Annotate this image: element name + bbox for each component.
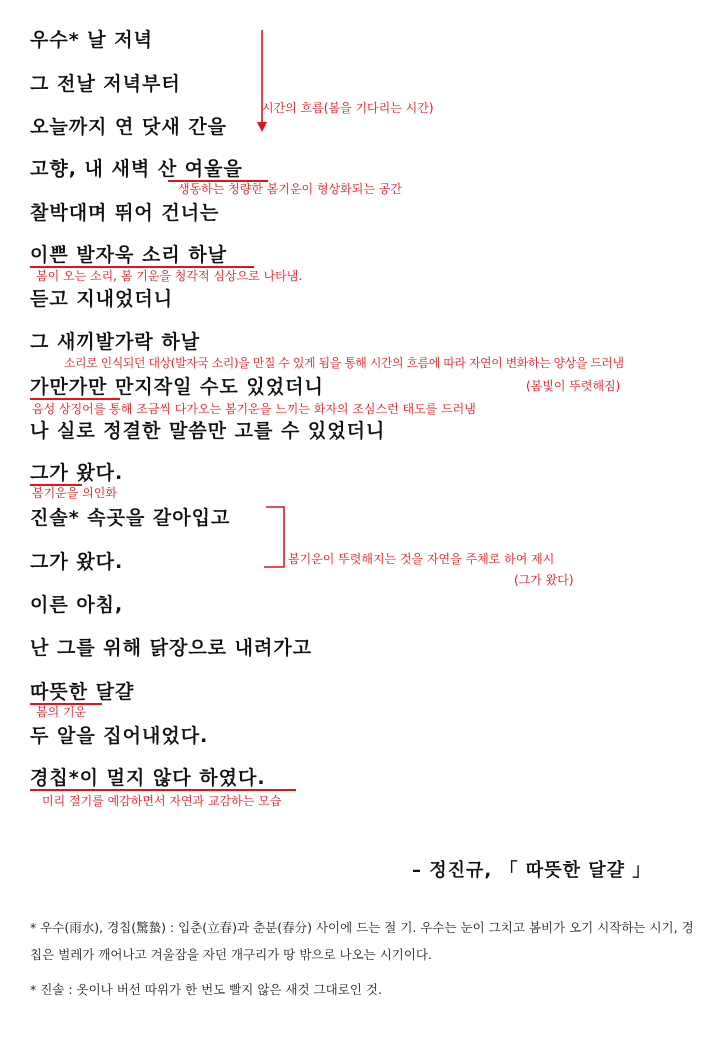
poem-line-14: 이른 아침, — [30, 594, 124, 616]
poem-line-1: 우수* 날 저녁 — [30, 29, 153, 51]
note-season: 미리 절기를 예감하면서 자연과 교감하는 모습 — [42, 794, 282, 808]
poem-line-4: 고향, 내 새벽 산 여울을 — [30, 158, 243, 180]
poem-line-8: 그 새끼발가락 하날 — [30, 331, 201, 353]
note-warmth: 봄의 기운 — [36, 705, 87, 719]
poem-source: – 정진규, 「 따뜻한 달걀 」 — [412, 860, 652, 881]
note-time-flow: 시간의 흐름(봄을 기다리는 시간) — [262, 101, 434, 115]
footnote-jinsol: * 진솔 : 옷이나 버선 따위가 한 번도 빨지 않은 새것 그대로인 것. — [30, 982, 382, 997]
poem-line-7: 듣고 지내었더니 — [30, 288, 174, 310]
note-bracket: 봄기운이 뚜렷해지는 것을 자연을 주체로 하여 제시 — [288, 552, 555, 566]
poem-line-12: 진솔* 속곳을 갈아입고 — [30, 507, 231, 529]
note-bracket-sub: (그가 왔다) — [514, 573, 574, 587]
poem-line-15: 난 그를 위해 닭장으로 내려가고 — [30, 637, 313, 659]
poem-line-2: 그 전날 저녁부터 — [30, 73, 181, 95]
poem-line-16: 따뜻한 달걀 — [30, 681, 135, 703]
poem-line-18: 경칩*이 멀지 않다 하였다. — [30, 767, 266, 789]
note-space: 생동하는 청량한 봄기운이 형상화되는 공간 — [178, 182, 402, 196]
note-senses: 소리로 인식되던 대상(발자국 소리)을 만질 수 있게 됨을 통해 시간의 흐름에 따라 자연이 변화하는 양상을 드러냄 — [64, 356, 624, 370]
bracket-icon — [264, 507, 284, 567]
poem-line-13: 그가 왔다. — [30, 551, 124, 573]
poem-line-6: 이쁜 발자욱 소리 하날 — [30, 244, 228, 266]
poem-line-17: 두 알을 집어내었다. — [30, 725, 209, 747]
note-mimetic: 음성 상징어를 통해 조금씩 다가오는 봄기운을 느끼는 화자의 조심스런 태도를 드러냄 — [32, 402, 476, 416]
poem-line-5: 찰박대며 뛰어 건너는 — [30, 202, 220, 224]
poem-line-11: 그가 왔다. — [30, 462, 124, 484]
note-personify: 봄기운을 의인화 — [32, 486, 117, 500]
poem-line-10: 나 실로 정결한 말씀만 고를 수 있었더니 — [30, 420, 386, 442]
footnote-seasons: * 우수(雨水), 경칩(驚蟄) : 입춘(立春)과 춘분(春分) 사이에 드는 절 기. 우수는 눈이 그치고 봄비가 오기 시작하는 시기, 경칩은 벌레가 깨어나고 겨울잠을 자던 개구리가 땅 밖으로 나오는 시기이다. — [30, 920, 694, 962]
note-senses-sub: (봄빛이 뚜렷해짐) — [526, 379, 621, 393]
poem-line-9: 가만가만 만지작일 수도 있었더니 — [30, 376, 324, 398]
note-sound: 봄이 오는 소리, 봄 기운을 청각적 심상으로 나타냄. — [36, 269, 303, 283]
time-arrow-icon — [257, 30, 267, 132]
poem-line-3: 오늘까지 연 닷새 간을 — [30, 116, 228, 138]
